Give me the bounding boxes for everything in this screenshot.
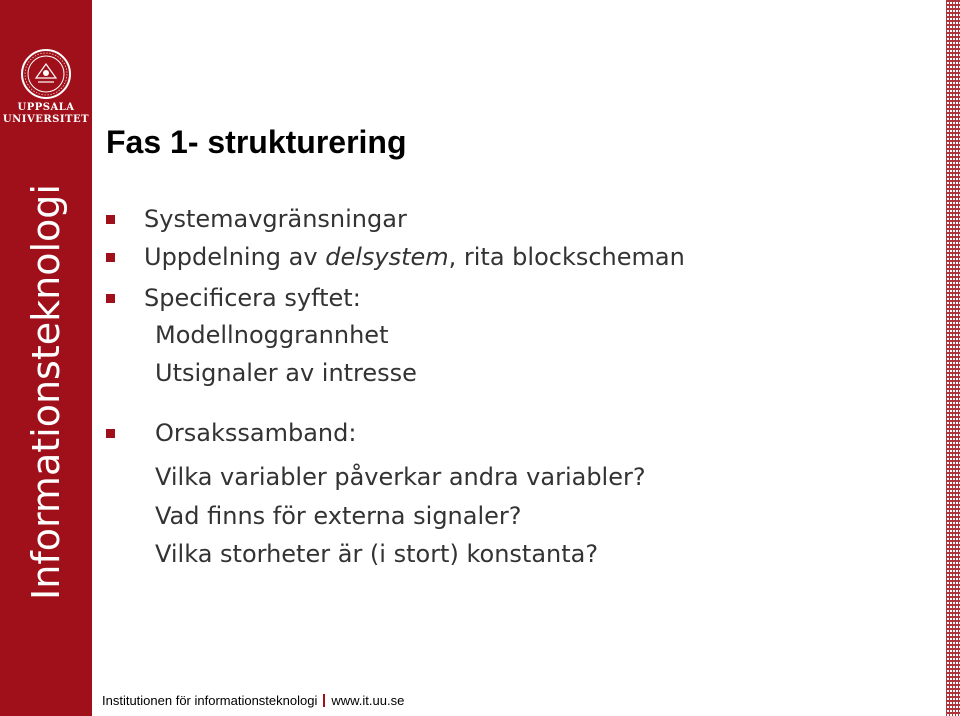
bullet-item [106, 419, 356, 447]
bullet-text-italic: delsystem [325, 243, 449, 271]
slide-title: Fas 1- strukturering [106, 124, 407, 160]
university-name-line1: UPPSALA [17, 102, 75, 113]
bullet-text: Specificera syftet: [144, 284, 361, 312]
sub-line: Vad finns för externa signaler? [155, 502, 522, 530]
bullet-item [106, 284, 361, 312]
footer [102, 693, 404, 708]
sub-line: Utsignaler av intresse [155, 359, 417, 387]
bullet-item [106, 243, 685, 271]
sidebar-vertical-title: Informationsteknologi [24, 184, 68, 600]
sub-line: Vilka variabler påverkar andra variabler? [155, 463, 646, 491]
university-seal-icon [20, 48, 72, 100]
footer-institution: Institutionen för informationsteknologi [102, 693, 318, 708]
square-bullet-icon [106, 215, 115, 224]
square-bullet-icon [106, 429, 115, 438]
bullet-text-before: Uppdelning av [144, 243, 326, 271]
footer-separator [323, 694, 325, 707]
bullet-text: Systemavgränsningar [144, 205, 407, 233]
bullet-text-after: , rita blockscheman [448, 243, 685, 271]
university-name-line2: UNIVERSITET [2, 114, 90, 125]
sub-line: Modellnoggrannhet [155, 321, 389, 349]
bullet-item [106, 205, 407, 233]
bullet-text [144, 243, 685, 271]
sub-line: Vilka storheter är (i stort) konstanta? [155, 540, 599, 568]
bullet-text: Orsakssamband: [155, 419, 357, 447]
sidebar [0, 0, 92, 716]
square-bullet-icon [106, 294, 115, 303]
square-bullet-icon [106, 253, 115, 262]
footer-url: www.it.uu.se [331, 693, 405, 708]
decorative-right-border [946, 0, 960, 716]
